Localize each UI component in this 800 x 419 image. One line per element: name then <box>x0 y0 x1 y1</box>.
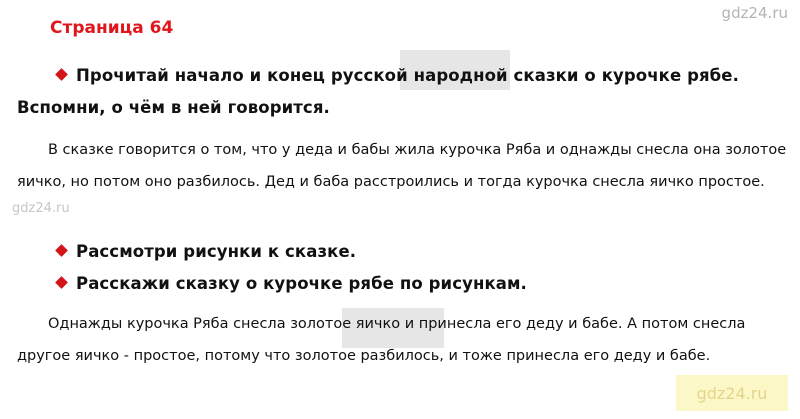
watermark-left: gdz24.ru <box>12 201 70 216</box>
watermark-bottom-right: gdz24.ru <box>676 375 788 411</box>
red-diamond-icon <box>55 244 68 257</box>
task-3 <box>17 268 527 300</box>
task-1-text: Прочитай начало и конец русской народной сказки о курочке рябе. Вспомни, о чём в ней говорится. <box>17 66 739 117</box>
watermark-top: gdz24.ru <box>721 4 788 22</box>
task-3-text: Расскажи сказку о курочке рябе по рисункам. <box>76 274 527 293</box>
red-diamond-icon <box>55 276 68 289</box>
task-2-text: Рассмотри рисунки к сказке. <box>76 242 357 261</box>
task-2 <box>17 236 356 268</box>
red-diamond-icon <box>55 68 68 81</box>
answer-1: В сказке говорится о том, что у деда и бабы жила курочка Ряба и однажды снесла она золотое яичко, но потом оно разбилось. Дед и баба расстроились и тогда курочка снесла яичко простое. <box>17 142 787 190</box>
task-1 <box>17 60 797 124</box>
page-title: Страница 64 <box>50 18 174 38</box>
answer-2: Однажды курочка Ряба снесла золотое яичко и принесла его деду и бабе. А потом снесла другое яичко - простое, потому что золотое разбилось, и тоже принесла его деду и бабе. <box>17 316 746 364</box>
